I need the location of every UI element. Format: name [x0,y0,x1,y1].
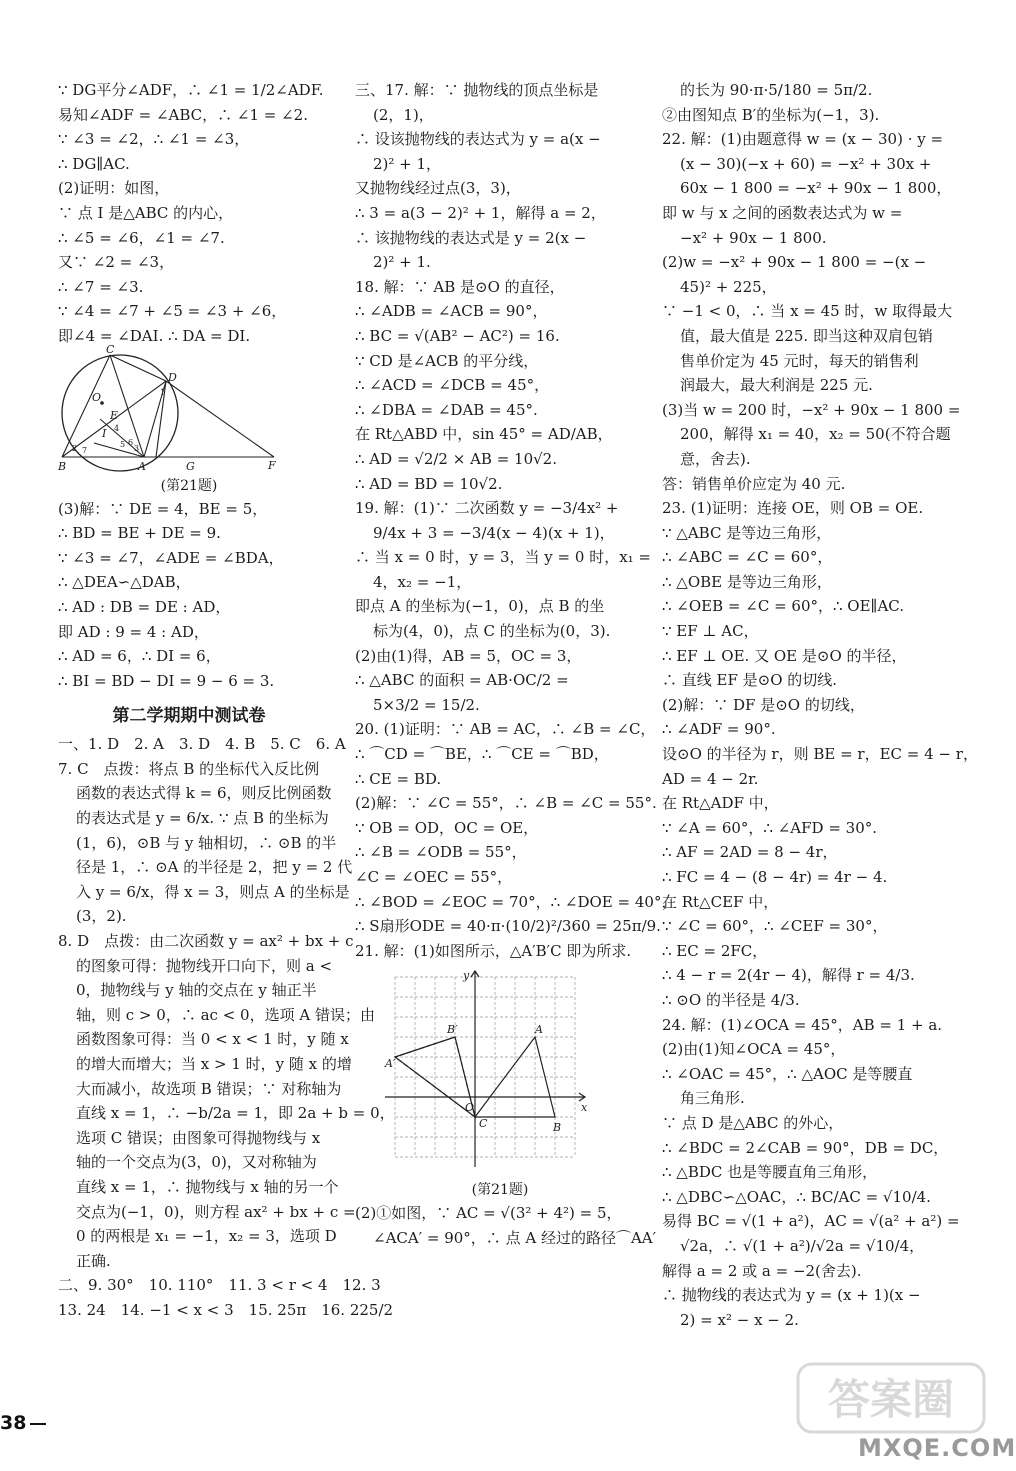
text-line: (2)由(1)得，AB = 5，OC = 3， [355,646,582,665]
text-line: ∴ DG∥AC. [58,154,130,173]
label-a: A [138,459,146,473]
text-line: 交点为(−1，0)，则方程 ax² + bx + c = [76,1202,356,1221]
page-number [0,1412,46,1434]
text-line: 22. 解：(1)由题意得 w = (x − 30) · y = [662,130,944,149]
figure-21-caption: (第21题) [160,477,218,494]
text-line: 9/4x + 3 = −3/4(x − 4)(x + 1)， [373,523,615,542]
text-line: ∴ ∠B = ∠ODB = 55°， [355,843,527,862]
text-line: (2)证明：如图， [58,179,170,198]
figure-21-grid-caption: (第21题) [471,1182,529,1199]
text-line: AD = 4 − 2r. [662,769,759,788]
text-line: ∴ EF ⊥ OE. 又 OE 是⊙O 的半径， [662,646,907,665]
figure-21-circle [58,342,298,473]
point-a: A [535,1023,543,1037]
text-line: ∴ BI = BD − DI = 9 − 6 = 3. [58,671,275,690]
text-line: 入 y = 6/x，得 x = 3，则点 A 的坐标是 [76,882,350,901]
text-line: 4，x₂ = −1， [373,572,472,591]
midterm-answers [58,732,395,1322]
text-line: ∴ ⌒CD = ⌒BE，∴ ⌒CE = ⌒BD， [355,745,609,764]
angle-3: 3 [134,443,140,453]
text-line: ∴ ∠ABC = ∠C = 60°， [662,548,833,567]
text-line: ∴ 设该抛物线的表达式为 y = a(x − [355,130,601,149]
watermark-logo [796,1358,986,1438]
text-line: ∴ ∠5 = ∠6，∠1 = ∠7. [58,228,225,247]
text-line: ∠C = ∠OEC = 55°， [355,868,513,886]
text-line: ∴ ∠ADB = ∠ACB = 90°， [355,302,548,321]
text-line: ∴ △OBE 是等边三角形， [662,572,832,591]
text-line: 意，舍去). [680,449,751,468]
text-line: 2)² + 1. [373,253,431,272]
text-line: 5×3/2 = 15/2. [373,695,480,714]
text-line: 24. 解：(1)∠OCA = 45°，AB = 1 + a. [662,1015,943,1034]
watermark-text: 答案圈 [827,1375,955,1424]
text-line: 直线 x = 1，∴ −b/2a = 1，即 2a + b = 0， [76,1104,395,1123]
label-d: D [168,370,177,384]
text-line: 易得 BC = √(1 + a²)，AC = √(a² + a²) = [662,1212,960,1231]
text-line: ∴ AD = √2/2 × AB = 10√2. [355,449,557,468]
text-line: 2)² + 1， [373,154,442,173]
label-e: E [110,408,119,422]
text-line: ∵ ∠4 = ∠7 + ∠5 = ∠3 + ∠6， [58,302,287,321]
text-line: 0 的两根是 x₁ = −1，x₂ = 3，选项 D [76,1227,337,1246]
text-line: 函数的表达式得 k = 6，则反比例函数 [76,784,332,803]
text-line: ∵ EF ⊥ AC， [662,622,759,641]
text-line: 45)² + 225， [680,277,777,296]
angle-4: 4 [114,423,120,433]
text-line: 即 AD : 9 = 4 : AD， [58,622,209,641]
text-line: (2)解：∵ ∠C = 55°，∴ ∠B = ∠C = 55°. [355,794,657,813]
text-line: 即 w 与 x 之间的函数表达式为 w = [662,203,903,222]
text-line: ∴ △DBC∽△OAC，∴ BC/AC = √10/4. [662,1187,931,1206]
text-line: 的表达式是 y = 6/x. ∵ 点 B 的坐标为 [76,809,329,828]
text-line: (2)w = −x² + 90x − 1 800 = −(x − [662,253,927,272]
text-line: ∴ BD = BE + DE = 9. [58,524,221,543]
label-c: C [106,342,115,356]
text-line: (2)解：∵ DF 是⊙O 的切线， [662,695,865,714]
text-line: 大而减小，故选项 B 错误；∵ 对称轴为 [76,1079,342,1098]
section-title: 第二学期期中测试卷 [112,706,266,727]
text-line: 答：销售单价应定为 40 元. [662,474,846,493]
column-left [58,78,395,1323]
text-line: 三、17. 解：∵ 抛物线的顶点坐标是 [355,81,599,99]
text-line: 的图象可得：抛物线开口向下，则 a < [76,956,333,975]
text-line: 在 Rt△ADF 中， [662,794,779,813]
text-line: 18. 解：∵ AB 是⊙O 的直径， [355,277,565,296]
text-line: ∴ 抛物线的表达式为 y = (x + 1)(x − [662,1286,921,1305]
text-line: ∴ FC = 4 − (8 − 4r) = 4r − 4. [662,868,888,886]
solutions-21-24 [662,78,978,1332]
text-line: ∴ ∠7 = ∠3. [58,277,144,296]
text-line: 8. D 点拨：由二次函数 y = ax² + bx + c [58,932,354,951]
text-line: ∵ ∠C = 60°，∴ ∠CEF = 30°， [662,917,888,936]
grid-lines [395,977,575,1157]
text-line: ∴ ∠OAC = 45°，∴ △AOC 是等腰直 [662,1064,913,1083]
text-line: ∴ 直线 EF 是⊙O 的切线. [662,671,838,690]
angle-7: 7 [82,445,88,455]
text-line: 轴，则 c > 0，∴ ac < 0，选项 A 错误；由 [76,1005,375,1024]
angle-5: 5 [120,439,126,449]
watermark-url: MXQE.COM [858,1434,1016,1462]
origin-o: O [465,1101,475,1115]
text-line: ∴ AD : DB = DE : AD， [58,597,231,616]
axis-x-label: x [581,1101,588,1115]
text-line: 又抛物线经过点(3，3)， [355,179,521,198]
text-line: ∴ ∠ADF = 90°. [662,720,776,739]
page-number-text: 38 [0,1412,27,1434]
text-line: 13. 24 14. −1 < x < 3 15. 25π 16. 225/2 [58,1300,394,1319]
point-a-prime: A′ [385,1057,396,1071]
text-line: ∵ OB = OD，OC = OE， [355,818,539,837]
text-line: 解得 a = 2 或 a = −2(舍去). [662,1261,862,1280]
point-c: C [479,1117,488,1131]
text-line: 选项 C 错误；由图象可得抛物线与 x [76,1128,321,1147]
text-line: ∵ ∠3 = ∠7，∠ADE = ∠BDA， [58,548,284,567]
text-line: ∵ ∠A = 60°，∴ ∠AFD = 30°. [662,818,878,837]
text-line: 0，抛物线与 y 轴的交点在 y 轴正半 [76,981,317,1000]
text-line: 即点 A 的坐标为(−1，0)，点 B 的坐 [355,597,605,616]
text-line: 7. C 点拨：将点 B 的坐标代入反比例 [58,759,320,778]
text-line: 在 Rt△CEF 中， [662,892,779,911]
text-line: ∴ ∠OEB = ∠C = 60°，∴ OE∥AC. [662,597,905,616]
text-line: 23. (1)证明：连接 OE，则 OB = OE. [662,499,924,518]
text-line: 润最大，最大利润是 225 元. [680,376,873,395]
text-line: 标为(4，0)，点 C 的坐标为(0，3). [373,622,611,641]
text-line: 一、1. D 2. A 3. D 4. B 5. C 6. A [58,735,346,754]
text-line: 正确. [76,1251,111,1270]
label-f: F [268,458,276,472]
text-line: −x² + 90x − 1 800. [680,228,827,247]
text-line: 200，解得 x₁ = 40，x₂ = 50(不符合题 [680,425,951,444]
circle-o [62,355,178,471]
solution-21-part2 [355,1201,657,1250]
text-line: ∴ AF = 2AD = 8 − 4r， [662,843,838,862]
text-line: (3，2). [76,907,127,926]
text-line: ∴ 该抛物线的表达式是 y = 2(x − [355,228,587,247]
text-line: ∴ ∠DBA = ∠DAB = 45°. [355,400,538,419]
text-line: ∵ CD 是∠ACB 的平分线， [355,351,539,370]
text-line: (2)①如图，∵ AC = √(3² + 4²) = 5， [355,1204,622,1223]
text-line: 2) = x² − x − 2. [680,1310,799,1329]
text-line: ∴ △DEA∽△DAB， [58,573,191,592]
text-line: 轴的一个交点为(3，0)，又对称轴为 [76,1153,317,1172]
text-line: ∴ △ABC 的面积 = AB·OC/2 = [355,671,569,690]
text-line: ∵ 点 I 是△ABC 的内心， [58,203,234,222]
text-line: 设⊙O 的半径为 r，则 BE = r，EC = 4 − r， [662,745,978,764]
text-line: ∴ △BDC 也是等腰直角三角形， [662,1163,878,1182]
text-line: ∵ DG平分∠ADF，∴ ∠1 = 1/2∠ADF. [58,81,324,99]
text-line: ∴ AD = 6，∴ DI = 6， [58,647,221,666]
text-line: ∴ 当 x = 0 时，y = 3，当 y = 0 时，x₁ = [355,548,652,567]
text-line: (2，1)， [373,105,434,124]
text-line: 在 Rt△ABD 中，sin 45° = AD/AB， [355,425,613,444]
label-i: I [102,426,107,440]
text-line: ∴ ∠BOD = ∠EOC = 70°，∴ ∠DOE = 40°， [355,892,677,911]
text-line: 函数图象可得：当 0 < x < 1 时，y 随 x [76,1030,349,1049]
column-right [662,78,978,1332]
text-line: ∵ −1 < 0，∴ 当 x = 45 时，w 取得最大 [662,302,953,321]
text-line: ∵ 点 D 是△ABC 的外心， [662,1113,844,1132]
text-line: 21. 解：(1)如图所示，△A′B′C 即为所求. [355,941,632,960]
text-line: (x − 30)(−x + 60) = −x² + 30x + [680,154,932,173]
text-line: 值，最大值是 225. 即当这种双肩包销 [680,326,933,345]
text-line: 的增大而增大；当 x > 1 时，y 随 x 的增 [76,1055,352,1073]
label-b: B [58,459,67,473]
solutions-17-21 [355,78,677,963]
text-line: √2a，∴ √(1 + a²)/√2a = √10/4， [680,1236,925,1255]
point-b: B [553,1121,562,1135]
text-line: 二、9. 30° 10. 110° 11. 3 < r < 4 12. 3 [58,1276,381,1295]
axis-y-label: y [463,969,470,983]
point-b-prime: B′ [447,1023,458,1037]
solution-21-continued [58,78,324,349]
angle-1: 1 [160,387,166,397]
text-line: ∴ 4 − r = 2(4r − 4)，解得 r = 4/3. [662,966,915,985]
text-line: 径是 1，∴ ⊙A 的半径是 2，把 y = 2 代 [76,858,353,877]
solution-21-part3 [58,497,320,694]
text-line: ∴ ∠ACD = ∠DCB = 45°， [355,376,550,395]
label-o: O [92,390,102,404]
text-line: ∴ S扇形ODE = 40·π·(10/2)²/360 = 25π/9. [355,917,661,936]
text-line: (2)由(1)知∠OCA = 45°， [662,1040,846,1059]
text-line: 易知∠ADF = ∠ABC，∴ ∠1 = ∠2. [58,105,308,124]
text-line: ∴ CE = BD. [355,769,442,788]
text-line: 即∠4 = ∠DAI. ∴ DA = DI. [58,326,251,345]
text-line: ∵ △ABC 是等边三角形， [662,523,832,542]
angle-2: 2 [72,443,78,453]
angle-6: 6 [128,437,134,447]
text-line: ∴ ∠BDC = 2∠CAB = 90°，DB = DC， [662,1138,949,1157]
text-line: ∴ BC = √(AB² − AC²) = 16. [355,326,560,345]
text-line: ∠ACA′ = 90°，∴ 点 A 经过的路径⌒AA′ [373,1228,657,1247]
text-line: (3)当 w = 200 时，−x² + 90x − 1 800 = [662,400,961,419]
text-line: ∴ AD = BD = 10√2. [355,474,503,493]
text-line: 20. (1)证明：∵ AB = AC，∴ ∠B = ∠C， [355,720,656,739]
text-line: 售单价定为 45 元时，每天的销售利 [680,351,919,370]
text-line: 直线 x = 1，∴ 抛物线与 x 轴的另一个 [76,1177,339,1196]
text-line: 60x − 1 800 = −x² + 90x − 1 800， [680,179,952,198]
text-line: 角三角形. [680,1089,745,1108]
text-line: ∵ ∠3 = ∠2，∴ ∠1 = ∠3， [58,130,250,149]
text-line: 又∵ ∠2 = ∠3， [58,253,175,272]
text-line: ②由图知点 B′的坐标为(−1，3). [662,105,880,124]
text-line: 19. 解：(1)∵ 二次函数 y = −3/4x² + [355,499,619,518]
text-line: (1，6)，⊙B 与 y 轴相切，∴ ⊙B 的半 [76,833,337,852]
text-line: 的长为 90·π·5/180 = 5π/2. [680,81,873,99]
figure-21-grid [385,967,595,1177]
text-line: ∴ ⊙O 的半径是 4/3. [662,990,800,1009]
column-middle [355,78,677,1251]
text-line: ∴ EC = 2FC， [662,941,768,960]
label-g: G [186,459,195,473]
text-line: (3)解：∵ DE = 4，BE = 5， [58,499,268,518]
text-line: ∴ 3 = a(3 − 2)² + 1，解得 a = 2， [355,203,606,222]
